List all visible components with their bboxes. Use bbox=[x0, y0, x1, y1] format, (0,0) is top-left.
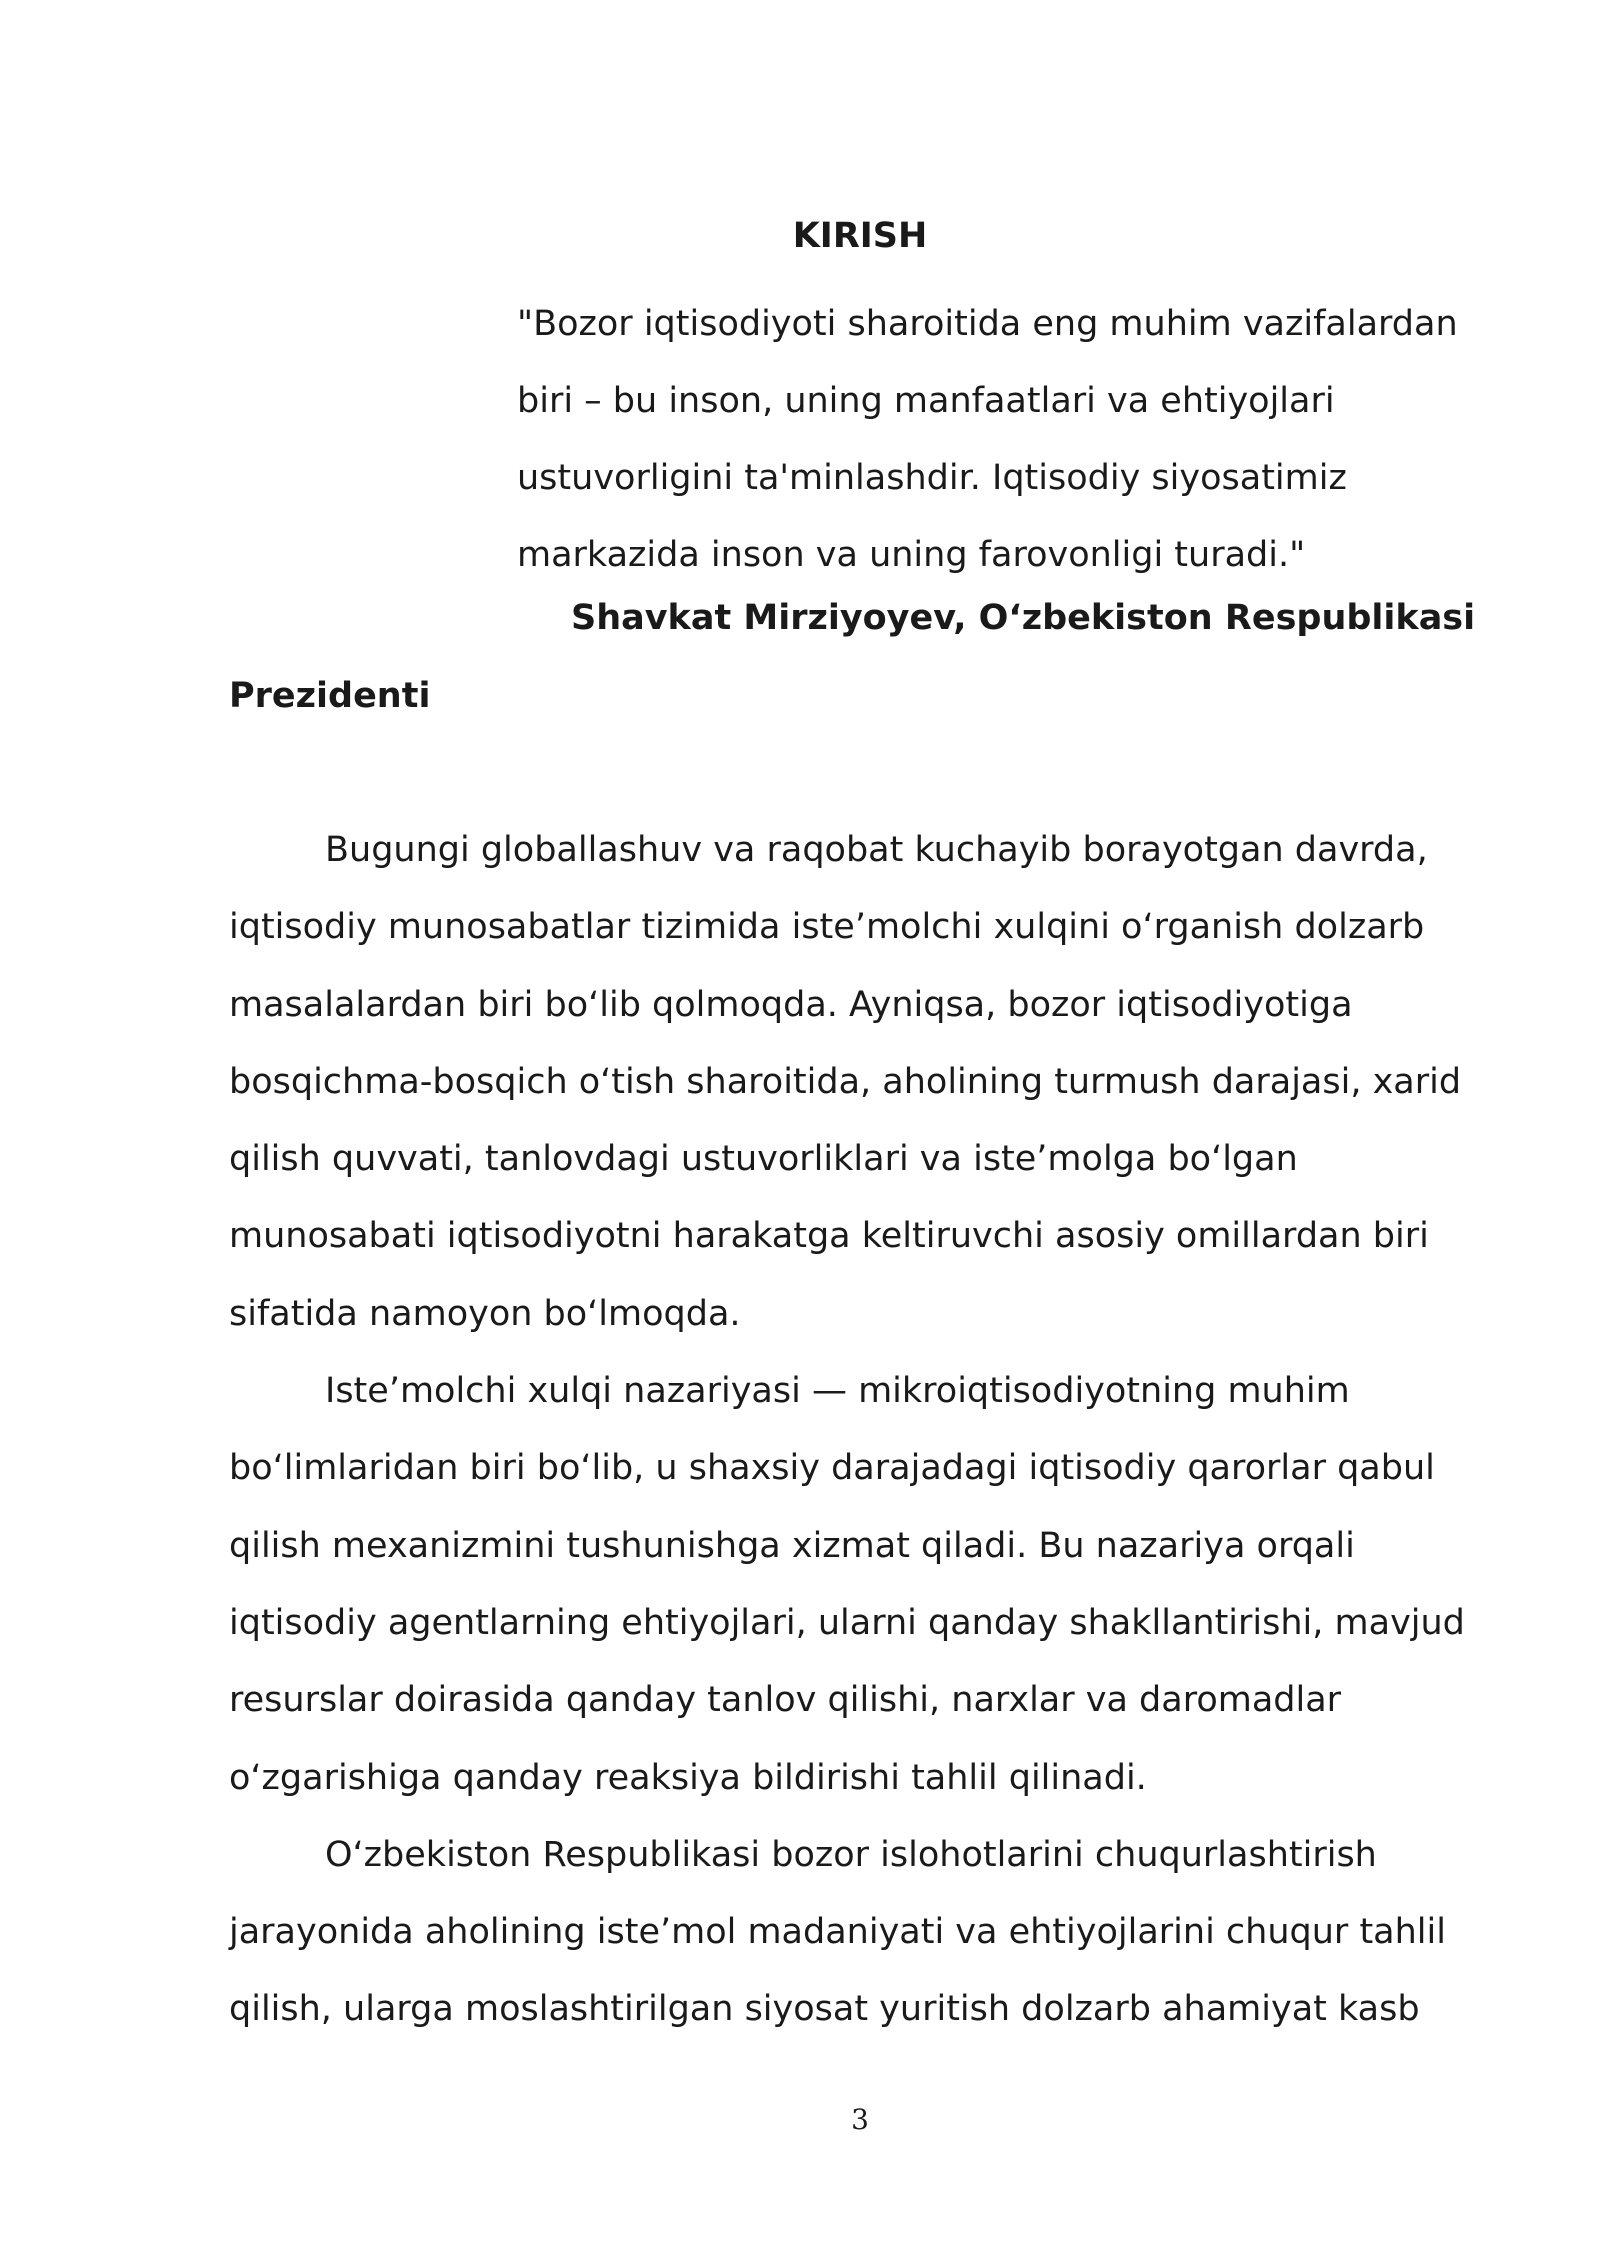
paragraph: O‘zbekiston Respublikasi bozor islohotlarini chuqurlashtirish jarayonida aholining iste’mol madaniyati va ehtiyojlarini chuqur tahlil qilish, ularga moslashtirilgan siyosat yuritish dolzarb ahamiyat kasb bbox=[229, 1834, 1446, 2030]
epigraph-author-title: Prezidenti bbox=[229, 676, 431, 716]
page-title: KIRISH bbox=[792, 216, 928, 256]
page-number: 3 bbox=[851, 2103, 869, 2136]
paragraph: Iste’molchi xulqi nazariyasi — mikroiqtisodiyotning muhim bo‘limlaridan biri bo‘lib, u shaxsiy darajadagi iqtisodiy qarorlar qabul qilish mexanizmini tushunishga xizmat qiladi. Bu nazariya orqali iqtisodiy agentlarning ehtiyojlari, ularni qanday shakllantirishi, mavjud resurslar doirasida qanday tanlov qilishi, narxlar va daromadlar o‘zgarishiga qanday reaksiya bildirishi tahlil qilinadi. bbox=[229, 1371, 1465, 1798]
body-text bbox=[229, 812, 1481, 2049]
paragraph: Bugungi globallashuv va raqobat kuchayib borayotgan davrda, iqtisodiy munosabatlar tizimida iste’molchi xulqini o‘rganish dolzarb masalalardan biri bo‘lib qolmoqda. Ayniqsa, bozor iqtisodiyotiga bosqichma-bosqich o‘tish sharoitida, aholining turmush darajasi, xarid qilish quvvati, tanlovdagi ustuvorliklari va iste’molga bo‘lgan munosabati iqtisodiyotni harakatga keltiruvchi asosiy omillardan biri sifatida namoyon bo‘lmoqda. bbox=[229, 830, 1462, 1334]
epigraph-quote: "Bozor iqtisodiyoti sharoitida eng muhim vazifalardan biri – bu inson, uning manfaatlari va ehtiyojlari ustuvorligini ta'minlashdir. Iqtisodiy siyosatimiz markazida inson va uning farovonligi turadi." bbox=[517, 304, 1458, 575]
epigraph-author: Shavkat Mirziyoyev, O‘zbekiston Respublikasi bbox=[571, 598, 1476, 638]
